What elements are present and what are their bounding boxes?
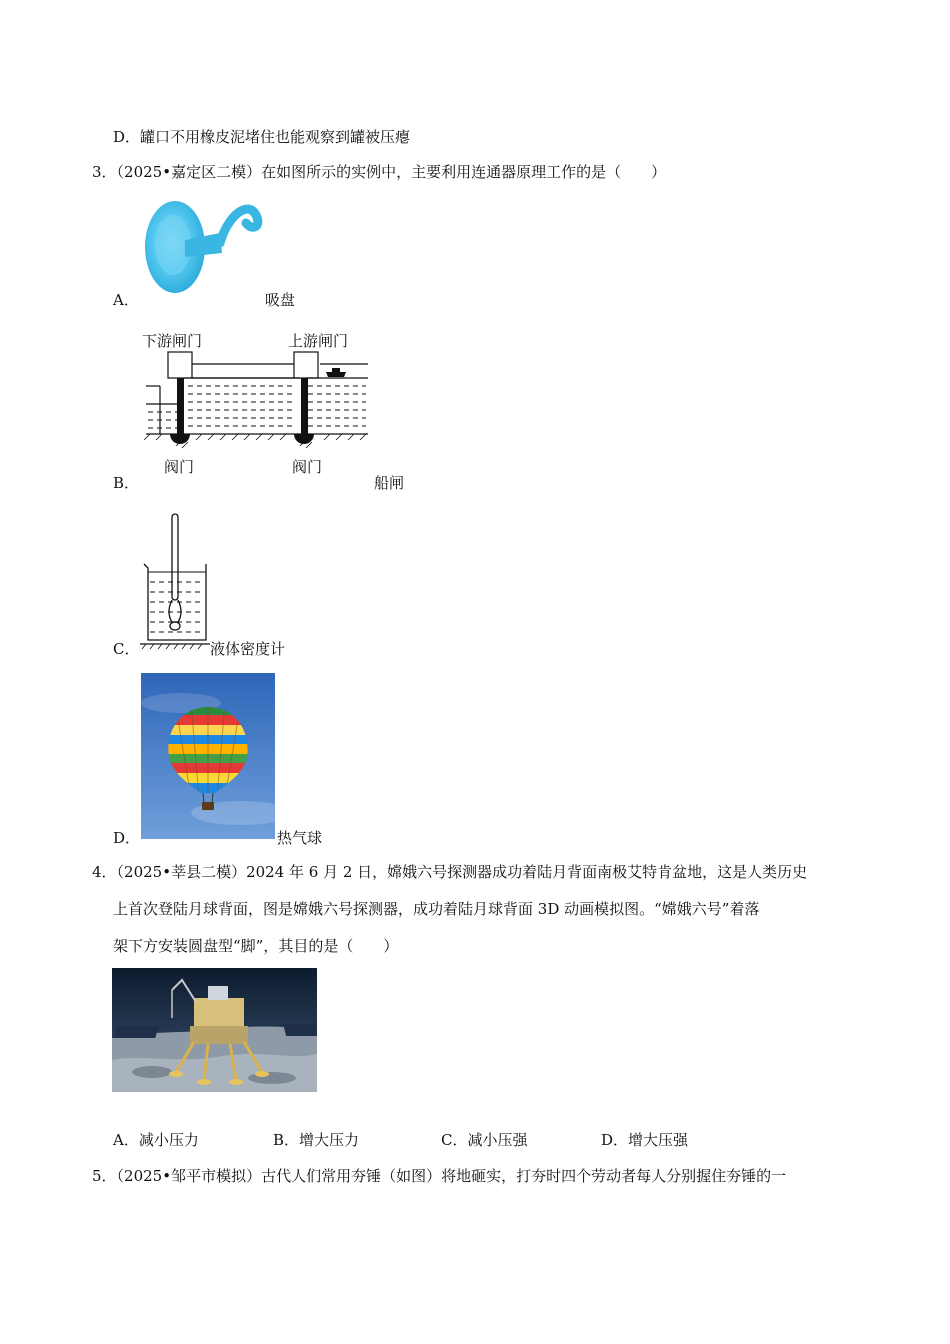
q4-option-b: B．增大压力	[273, 1131, 360, 1149]
q3-option-d-letter: D．	[113, 829, 141, 847]
q3-option-b-caption: 船闸	[374, 474, 405, 492]
q4-stem-line1: 4．（2025•莘县二模）2024 年 6 月 2 日，嫦娥六号探测器成功着陆月背面南极艾特肯盆地，这是人类历史	[92, 863, 808, 881]
q4-stem-line3: 架下方安装圆盘型“脚”，其目的是（ ）	[113, 937, 399, 955]
q4-option-c: C．减小压强	[441, 1131, 528, 1149]
q3-option-b-letter: B．	[113, 474, 140, 492]
q4-stem-line2: 上首次登陆月球背面，图是嫦娥六号探测器，成功着陆月球背面 3D 动画模拟图。“嫦娥六号”着落	[113, 900, 760, 918]
q3-stem: 3．（2025•嘉定区二模）在如图所示的实例中，主要利用连通器原理工作的是（ ）	[92, 163, 667, 181]
q3-option-a-caption: 吸盘	[265, 291, 296, 309]
q3-option-c-letter: C．	[113, 640, 140, 658]
q3-option-d-caption: 热气球	[277, 829, 323, 847]
hydrometer-in-beaker-icon	[140, 512, 210, 650]
q3-option-a-letter: A．	[113, 291, 139, 309]
q3-option-c-caption: 液体密度计	[210, 640, 286, 658]
downstream-gate-label: 下游闸门	[142, 333, 203, 350]
q2-option-d: D．罐口不用橡皮泥堵住也能观察到罐被压瘪	[113, 128, 411, 146]
suction-cup-hook-icon	[140, 195, 265, 300]
hot-air-balloon-photo-icon	[141, 673, 275, 839]
upstream-gate-label: 上游闸门	[288, 333, 349, 350]
ship-lock-diagram-icon	[140, 328, 373, 478]
q4-option-d: D．增大压强	[601, 1131, 689, 1149]
change6-lander-photo-icon	[112, 968, 317, 1092]
q5-stem-line1: 5．（2025•邹平市模拟）古代人们常用夯锤（如图）将地砸实，打夯时四个劳动者每人分别握住夯锤的一	[92, 1167, 787, 1185]
valve-left-label: 阀门	[164, 459, 195, 476]
q4-option-a: A．减小压力	[113, 1131, 199, 1149]
valve-right-label: 阀门	[292, 459, 323, 476]
